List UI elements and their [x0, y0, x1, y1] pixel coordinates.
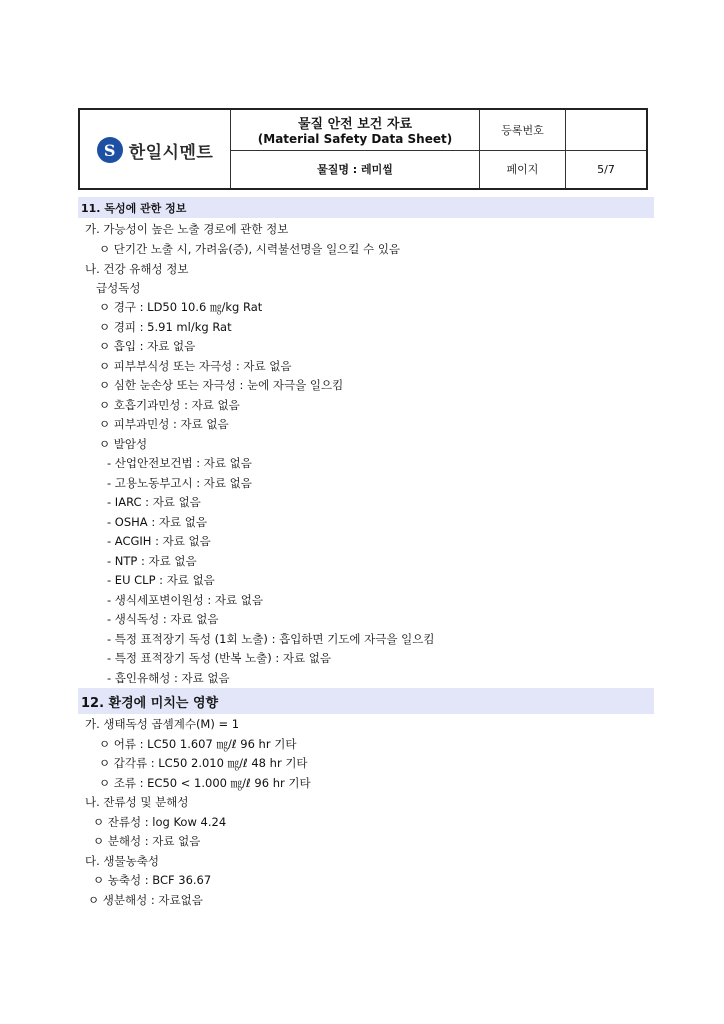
s11-line: 급성독성	[96, 281, 141, 295]
s11-line: - OSHA : 자료 없음	[107, 515, 207, 529]
s12-line: ㅇ 분해성 : 자료 없음	[93, 834, 201, 848]
company-logo	[82, 112, 228, 188]
page-label: 페이지	[480, 150, 566, 189]
s11-line: ㅇ 흡입 : 자료 없음	[99, 339, 196, 353]
s11-line: - IARC : 자료 없음	[107, 495, 201, 509]
s11-line: - EU CLP : 자료 없음	[107, 573, 215, 587]
reg-no-value	[566, 109, 648, 150]
s11-line: ㅇ 단기간 노출 시, 가려움(증), 시력불선명을 일으킬 수 있음	[99, 242, 401, 256]
s12-line: 가. 생태독성 곱셈계수(M) = 1	[85, 717, 240, 731]
page-number: 5/7	[566, 150, 648, 189]
s11-line: 나. 건강 유해성 정보	[85, 262, 189, 276]
s11-line: - 특정 표적장기 독성 (반복 노출) : 자료 없음	[107, 651, 331, 665]
s12-line: ㅇ 생분해성 : 자료없음	[88, 893, 203, 907]
s11-line: ㅇ 피부과민성 : 자료 없음	[99, 417, 229, 431]
s12-line: ㅇ 갑각류 : LC50 2.010 ㎎/ℓ 48 hr 기타	[99, 756, 308, 770]
s12-line: ㅇ 농축성 : BCF 36.67	[93, 873, 212, 887]
s11-line: ㅇ 발암성	[99, 437, 148, 451]
product-name: 물질명 : 레미씰	[231, 150, 480, 189]
s11-line: - NTP : 자료 없음	[107, 554, 197, 568]
s11-line: ㅇ 호흡기과민성 : 자료 없음	[99, 398, 240, 412]
s11-line: - 생식세포변이원성 : 자료 없음	[107, 593, 263, 607]
doc-title-cell	[231, 109, 480, 150]
s11-line: - ACGIH : 자료 없음	[107, 534, 211, 548]
s11-line: ㅇ 심한 눈손상 또는 자극성 : 눈에 자극을 일으킴	[99, 378, 344, 392]
section-11-title: 11. 독성에 관한 정보	[78, 197, 654, 218]
s11-line: ㅇ 경피 : 5.91 ml/kg Rat	[99, 320, 232, 334]
s12-line: 나. 잔류성 및 분해성	[85, 795, 189, 809]
s11-line: 가. 가능성이 높은 노출 경로에 관한 정보	[85, 222, 289, 236]
reg-no-label: 등록번호	[480, 109, 566, 150]
s12-line: 다. 생물농축성	[85, 854, 159, 868]
s11-line: ㅇ 피부부식성 또는 자극성 : 자료 없음	[99, 359, 292, 373]
company-logo-icon: S	[97, 137, 123, 163]
s11-line: - 특정 표적장기 독성 (1회 노출) : 흡입하면 기도에 자극을 일으킴	[107, 632, 435, 646]
doc-title-en: (Material Safety Data Sheet)	[257, 132, 453, 147]
section-12-title: 12. 환경에 미치는 영향	[78, 688, 654, 714]
s12-line: ㅇ 어류 : LC50 1.607 ㎎/ℓ 96 hr 기타	[99, 737, 297, 751]
s11-line: - 흡인유해성 : 자료 없음	[107, 671, 230, 685]
s11-line: - 산업안전보건법 : 자료 없음	[107, 456, 252, 470]
s11-line: ㅇ 경구 : LD50 10.6 ㎎/kg Rat	[99, 300, 263, 314]
s12-line: ㅇ 잔류성 : log Kow 4.24	[93, 815, 227, 829]
s11-line: - 생식독성 : 자료 없음	[107, 612, 219, 626]
company-name: 한일시멘트	[128, 142, 214, 163]
s12-line: ㅇ 조류 : EC50 < 1.000 ㎎/ℓ 96 hr 기타	[99, 776, 311, 790]
doc-title-kr: 물질 안전 보건 자료	[297, 117, 413, 133]
s11-line: - 고용노동부고시 : 자료 없음	[107, 476, 252, 490]
